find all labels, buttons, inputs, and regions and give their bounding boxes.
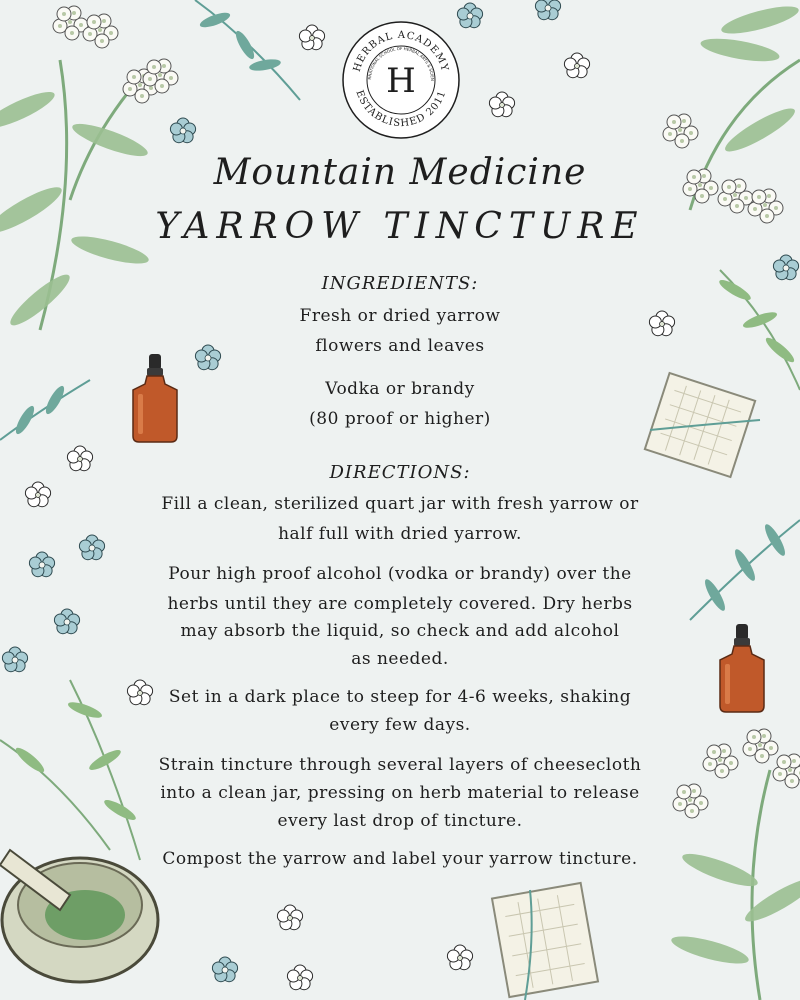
direction-line: every few days.	[329, 715, 471, 735]
title-line-2: YARROW TINCTURE	[155, 206, 645, 247]
ingredients-heading: INGREDIENTS:	[321, 273, 479, 294]
direction-line: as needed.	[351, 649, 449, 669]
seal-inner-text: RNATIONAL SCHOOL OF HERBAL ARTS & SCIEN	[366, 45, 436, 81]
direction-line: Fill a clean, sterilized quart jar with fresh yarrow or	[161, 494, 639, 514]
direction-line: herbs until they are completely covered. Dry herbs	[167, 594, 633, 614]
seal-top-text: HERBAL ACADEMY	[351, 29, 451, 74]
direction-line: half full with dried yarrow.	[278, 524, 522, 544]
direction-line: Pour high proof alcohol (vodka or brandy) over the	[168, 564, 632, 584]
direction-line: Compost the yarrow and label your yarrow tincture.	[162, 849, 638, 869]
ingredient-line: flowers and leaves	[315, 336, 485, 356]
ingredient-line: Vodka or brandy	[325, 379, 475, 399]
direction-line: into a clean jar, pressing on herb material to release	[160, 783, 640, 803]
seal-bottom-text: ESTABLISHED 2011	[353, 88, 449, 130]
direction-line: Strain tincture through several layers of cheesecloth	[158, 755, 642, 775]
direction-line: Set in a dark place to steep for 4-6 weeks, shaking	[168, 687, 632, 707]
herbal-academy-seal-logo	[341, 20, 461, 140]
ingredient-line: (80 proof or higher)	[309, 409, 491, 429]
direction-line: every last drop of tincture.	[277, 811, 523, 831]
seal-letter: H	[386, 61, 416, 101]
title-line-1: Mountain Medicine	[213, 152, 587, 193]
ingredient-line: Fresh or dried yarrow	[299, 306, 501, 326]
direction-line: may absorb the liquid, so check and add alcohol	[180, 621, 620, 641]
directions-heading: DIRECTIONS:	[329, 462, 471, 483]
